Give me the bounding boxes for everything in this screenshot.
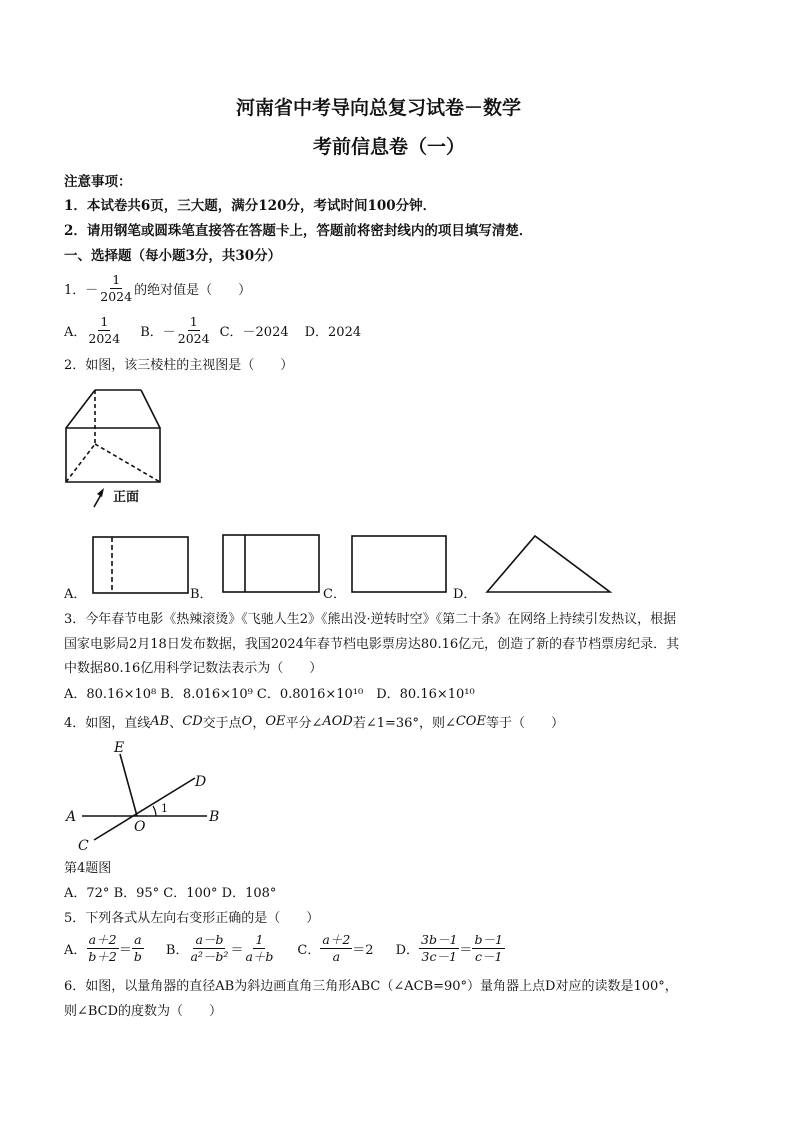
q4-options: A．72° B．95° C．100° D．108° bbox=[64, 886, 277, 901]
q4-label-a: A bbox=[66, 809, 77, 825]
q1-suffix: 的绝对值是（ ） bbox=[134, 283, 252, 299]
q4-label-o: O bbox=[134, 819, 146, 835]
arrow-icon bbox=[97, 488, 104, 497]
q2-option-b: B． bbox=[190, 587, 213, 602]
q3-line-3: 中数据80.16亿用科学记数法表示为（ ） bbox=[64, 661, 323, 676]
q4-stem: 4．如图，直线 AB 、 CD 交于点 O ， OE 平分∠ AOD 若∠1=36°，则∠ COE 等于（ ） bbox=[64, 714, 564, 731]
q6-line-1: 6．如图，以量角器的直径AB为斜边画直角三角形ABC（∠ACB=90°）量角器上点D对应的读数是100°， bbox=[64, 979, 678, 994]
q4-label-d: D bbox=[195, 774, 207, 790]
q1-option-a-fraction: $\frac{1}{2024}$ bbox=[88, 314, 121, 347]
notes-item-2: 2．请用钢笔或圆珠笔直接答在答题卡上，答题前将密封线内的项目填写清楚． bbox=[64, 223, 533, 239]
q2-front-label: 正面 bbox=[113, 490, 140, 505]
q1-stem bbox=[64, 273, 251, 305]
q5-option-d-rhs: $\frac{b-1}{c-1}$ bbox=[474, 932, 503, 965]
q1-option-a-label: A． bbox=[64, 325, 87, 341]
q4-label-b: B bbox=[209, 809, 220, 825]
q5-option-b-lhs: $\frac{a-b}{\text{a²－b²}}$ bbox=[190, 932, 229, 965]
q4-label-angle-1: 1 bbox=[161, 802, 168, 815]
q2-stem: 2．如图，该三棱柱的主视图是（ ） bbox=[64, 358, 294, 373]
q5-option-a-rhs: $\frac{a}{b}$ bbox=[133, 932, 142, 965]
q1-option-b-fraction: $\frac{1}{2024}$ bbox=[177, 314, 210, 347]
q4-angle-figure bbox=[62, 736, 232, 856]
notes-heading: 注意事项： bbox=[64, 174, 132, 190]
q5-option-c-lhs: $\frac{a+2}{a}$ bbox=[322, 932, 351, 965]
notes-item-1: 1．本试卷共6页，三大题，满分120分，考试时间100分钟． bbox=[64, 198, 437, 214]
q2-option-figures bbox=[80, 530, 640, 600]
q5-option-d-lhs: $\frac{3b-1}{3c-1}$ bbox=[421, 932, 458, 965]
q1-options bbox=[64, 315, 361, 347]
q3-line-2: 国家电影局2月18日发布数据，我国2024年春节档电影票房达80.16亿元，创造了新的春节档票房纪录．其 bbox=[64, 637, 680, 652]
q3-line-1: 3．今年春节电影《热辣滚烫》《飞驰人生2》《熊出没·逆转时空》《第二十条》在网络上持续引发热议，根据 bbox=[64, 612, 677, 627]
section1-heading: 一、选择题（每小题3分，共30分） bbox=[64, 248, 282, 264]
q5-options: A． $\frac{a+2}{b+2}$ ＝ $\frac{a}{b}$ B． $\frac{a-b}{\text{a²－b²}}$ ＝ $\frac{1}{a+b}$ C． $\frac{a+2}{a}$ ＝2 D． $\frac{3b-1}{3c-1}$ ＝ $\frac{b-1}{c-1}$ bbox=[64, 932, 503, 965]
q5-stem: 5．下列各式从左向右变形正确的是（ ） bbox=[64, 911, 320, 926]
q5-option-b-rhs: $\frac{1}{a+b}$ bbox=[245, 932, 274, 965]
q1-prefix: 1．－ bbox=[64, 283, 99, 299]
q2-option-a-shape bbox=[93, 537, 188, 593]
page-title: 河南省中考导向总复习试卷－数学 bbox=[236, 97, 522, 119]
q1-option-c: C．－2024 bbox=[219, 325, 289, 341]
q2-option-a: A． bbox=[64, 587, 87, 602]
q4-label-c: C bbox=[78, 838, 89, 854]
q2-option-c: C． bbox=[323, 587, 346, 602]
q1-option-d: D．2024 bbox=[304, 325, 362, 341]
q1-option-b-label: B．－ bbox=[140, 325, 176, 341]
page-subtitle: 考前信息卷（一） bbox=[313, 136, 466, 158]
q3-options: A．80.16×10⁸ B．8.016×10⁹ C．0.8016×10¹⁰ D．80.16×10¹⁰ bbox=[64, 687, 475, 702]
q2-option-d: D． bbox=[453, 587, 477, 602]
q5-option-c-rhs: ＝2 bbox=[352, 943, 374, 959]
q5-option-a-lhs: $\frac{a+2}{b+2}$ bbox=[88, 932, 117, 965]
q2-option-c-shape bbox=[352, 536, 446, 592]
q1-fraction: $\frac{1}{2024}$ bbox=[100, 272, 133, 305]
q2-option-b-shape bbox=[223, 535, 319, 592]
q4-label-e: E bbox=[114, 740, 125, 756]
q6-line-2: 则∠BCD的度数为（ ） bbox=[64, 1004, 223, 1019]
q2-option-d-shape bbox=[487, 536, 610, 592]
q4-caption: 第4题图 bbox=[64, 861, 112, 876]
